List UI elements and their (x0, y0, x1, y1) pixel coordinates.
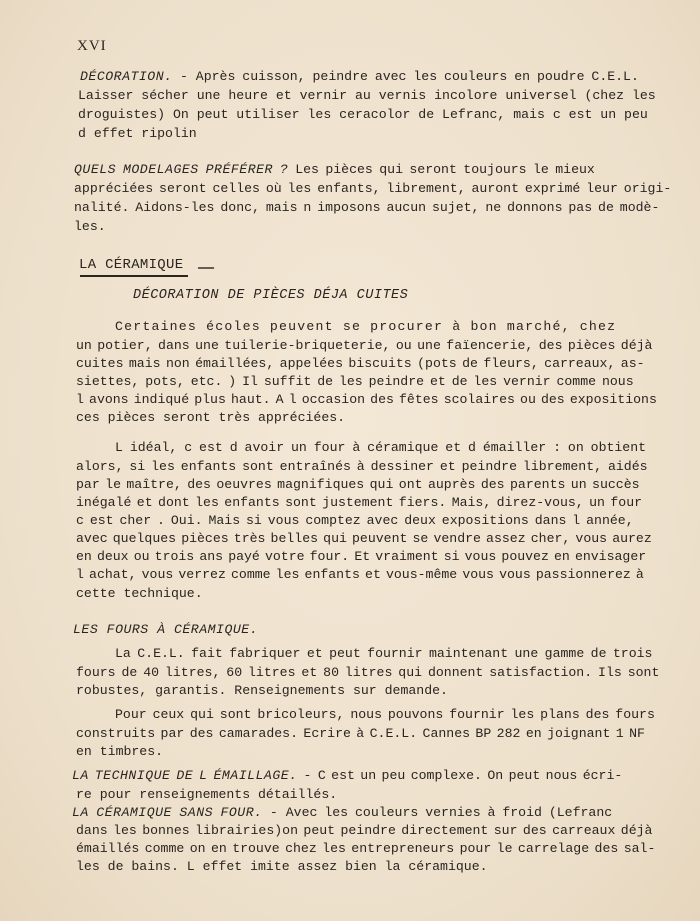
page-number: XVI (77, 38, 107, 54)
text-line: QUELS MODELAGES PRÉFÉRER ? Les pièces qui seront toujours le mieux (74, 162, 595, 177)
text-line: dans les bonnes librairies)on peut peindre directement sur des carreaux déjà (76, 823, 653, 838)
text-line: cuites mais non émaillées, appelées biscuits (pots de fleurs, carreaux, as- (76, 356, 645, 371)
inline-heading: LA TECHNIQUE DE L ÉMAILLAGE. - (72, 768, 318, 783)
text-line: c est cher . Oui. Mais si vous comptez avec deux expositions dans l année, (76, 513, 634, 528)
text-line: droguistes) On peut utiliser les ceracolor de Lefranc, mais c est un peu (78, 107, 648, 122)
text-line: siettes, pots, etc. ) Il suffit de les peindre et de les vernir comme nous (76, 374, 634, 389)
text-line: les de bains. L effet imite assez bien la céramique. (76, 859, 488, 874)
text-line: inégalé et dont les enfants sont justement fiers. Mais, direz-vous, un four (76, 495, 643, 510)
subheading: LES FOURS À CÉRAMIQUE. (73, 622, 259, 637)
text-line: avec quelques pièces très belles qui peuvent se vendre assez cher, vous aurez (76, 531, 652, 546)
text-line: fours de 40 litres, 60 litres et 80 litres qui donnent satisfaction. Ils sont (76, 665, 660, 680)
text-line: construits par des camarades. Ecrire à C.E.L. Cannes BP 282 en joignant 1 NF (76, 726, 645, 741)
text-line: l avons indiqué plus haut. A l occasion des fêtes scolaires ou des expositions (76, 392, 657, 407)
text-line: LA CÉRAMIQUE SANS FOUR. - Avec les couleurs vernies à froid (Lefranc (72, 805, 613, 820)
text-line: les. (74, 219, 106, 234)
text-line: alors, si les enfants sont entraînés à dessiner et peindre librement, aidés (76, 459, 648, 474)
text-line: L idéal, c est d avoir un four à céramique et d émailler : on obtient (115, 440, 647, 455)
text-line: nalité. Aidons-les donc, mais n imposons aucun sujet, ne donnons pas de modè- (74, 200, 660, 215)
text-line: Pour ceux qui sont bricoleurs, nous pouvons fournir les plans des fours (115, 707, 655, 722)
text-line: robustes, garantis. Renseignements sur demande. (76, 683, 448, 698)
heading-dash (198, 267, 214, 269)
section-heading: LA CÉRAMIQUE (79, 257, 184, 273)
text-line: d effet ripolin (78, 126, 197, 141)
text-line: par le maître, des oeuvres magnifiques qui ont auprès des parents un succès (76, 477, 640, 492)
text-line: re pour renseignements détaillés. (76, 787, 338, 802)
inline-heading: DÉCORATION. - (80, 69, 196, 84)
text-line: Certaines écoles peuvent se procurer à bon marché, chez (115, 319, 617, 334)
text-line: en timbres. (76, 744, 164, 759)
text-line: Laisser sécher une heure et vernir au vernis incolore universel (chez les (78, 88, 656, 103)
text-line: La C.E.L. fait fabriquer et peut fournir maintenant une gamme de trois (115, 646, 653, 661)
text-line: DÉCORATION. - Après cuisson, peindre avec les couleurs en poudre C.E.L. (80, 69, 639, 84)
inline-heading: QUELS MODELAGES PRÉFÉRER ? (74, 162, 296, 177)
text-line: cette technique. (76, 586, 203, 601)
inline-heading: LA CÉRAMIQUE SANS FOUR. - (72, 805, 286, 820)
text-line: l achat, vous verrez comme les enfants et vous-même vous vous passionnerez à (76, 567, 644, 582)
heading-underline (80, 275, 188, 277)
text-line: ces pièces seront très appréciées. (76, 410, 346, 425)
text-line: émaillés comme on en trouve chez les entrepreneurs pour le carrelage des sal- (76, 841, 656, 856)
text-line: LA TECHNIQUE DE L ÉMAILLAGE. - C est un peu complexe. On peut nous écri- (72, 768, 623, 783)
subheading: DÉCORATION DE PIÈCES DÉJA CUITES (133, 288, 409, 303)
text-line: appréciées seront celles où les enfants, librement, auront exprimé leur origi- (74, 181, 672, 196)
text-line: un potier, dans une tuilerie-briqueterie, ou une faïencerie, des pièces déjà (76, 338, 653, 353)
text-line: en deux ou trois ans payé votre four. Et vraiment si vous pouvez en envisager (76, 549, 647, 564)
